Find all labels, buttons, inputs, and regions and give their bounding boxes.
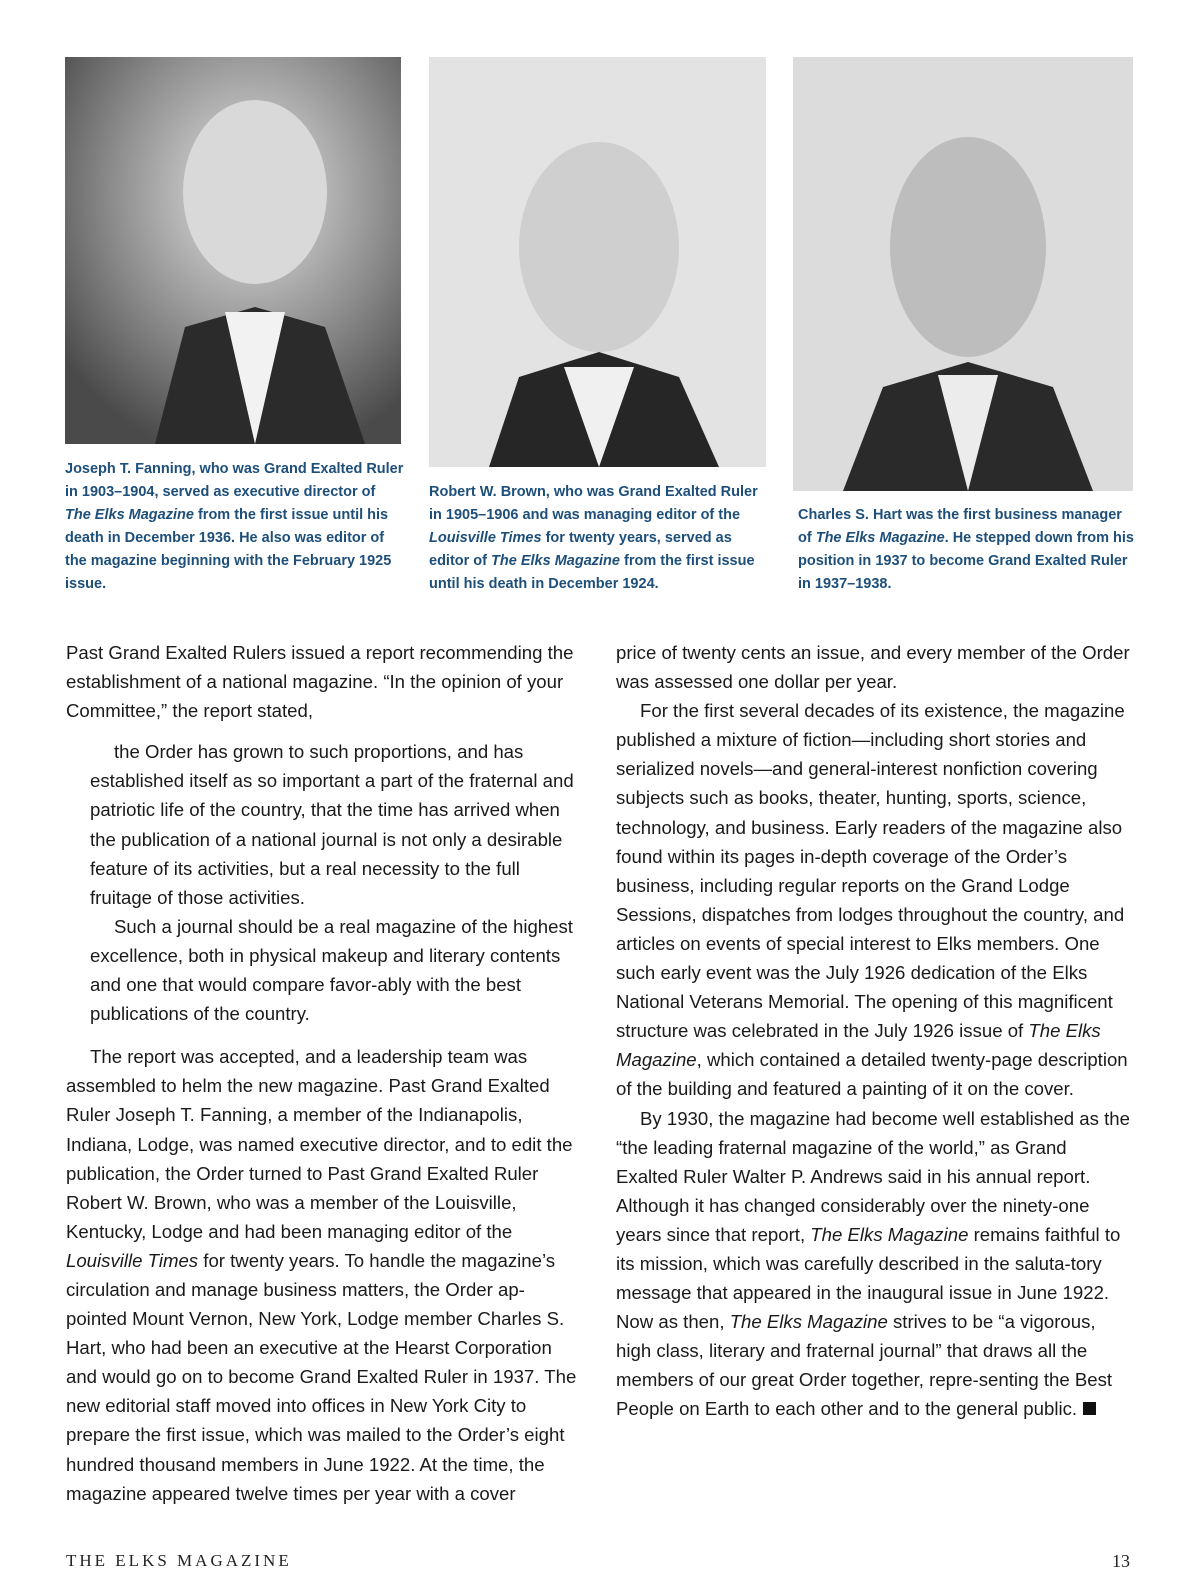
right-paragraph-3: By 1930, the magazine had become well established as the “the leading fraternal magazine of the world,” as Grand Exalted Ruler Walter P. Andrews said in his annual report. Although it has changed considerably over the ninety-one years since that report, The Elks Magazine remains faithful to its mission, which was carefully described in the saluta-tory message that appeared in the inaugural issue in June 1922. Now as then, The Elks Magazine strives to be “a vigorous, high class, literary and fraternal journal” that draws all the members of our great Order together, repre-senting the Best People on Earth to each other and to the general public.	[616, 1107, 1130, 1420]
end-of-article-mark	[1083, 1402, 1096, 1415]
caption-robert-brown: Robert W. Brown, who was Grand Exalted Ruler in 1905–1906 and was managing editor of the Louisville Times for twenty years, served as editor of The Elks Magazine from the first issue until his death in December 1924.	[429, 484, 758, 592]
body-paragraph: The report was accepted, and a leadership team was assembled to helm the new magazine. Past Grand Exalted Ruler Joseph T. Fanning, a member of the Indianapolis, Indiana, Lodge, was named executive director, and to edit the publication, the Order turned to Past Grand Exalted Ruler Robert W. Brown, who was a member of the Louisville, Kentucky, Lodge and had been managing editor of the Louisville Times for twenty years. To handle the magazine’s circulation and manage business matters, the Order ap-pointed Mount Vernon, New York, Lodge member Charles S. Hart, who had been an executive at the Hearst Corporation and would go on to become Grand Exalted Ruler in 1937. The new editorial staff moved into offices in New York City to prepare the first issue, which was mailed to the Order’s eight hundred thousand members in June 1922. At the time, the magazine appeared twelve times per year with a cover	[66, 1046, 577, 1504]
caption-charles-hart: Charles S. Hart was the first business manager of The Elks Magazine. He stepped down from his position in 1937 to become Grand Exalted Ruler in 1937–1938.	[798, 507, 1134, 592]
right-column	[616, 638, 1131, 1424]
left-column	[66, 638, 581, 1508]
caption-joseph-fanning: Joseph T. Fanning, who was Grand Exalted Ruler in 1903–1904, served as executive director of The Elks Magazine from the first issue until his death in December 1936. He also was editor of the magazine beginning with the February 1925 issue.	[65, 461, 404, 592]
right-paragraph-1: price of twenty cents an issue, and every member of the Order was assessed one dollar per year.	[616, 642, 1130, 693]
footer-magazine-name: THE ELKS MAGAZINE	[66, 1551, 292, 1570]
portrait-robert-brown	[429, 57, 766, 467]
portrait-charles-hart	[793, 57, 1133, 491]
intro-paragraph: Past Grand Exalted Rulers issued a report recommending the establishment of a national magazine. “In the opinion of your Committee,” the report stated,	[66, 642, 574, 722]
page-number: 13	[1112, 1551, 1130, 1571]
block-quote	[90, 737, 581, 1028]
quote-paragraph-2: Such a journal should be a real magazine of the highest excellence, both in physical makeup and literary contents and one that would compare favor-ably with the best publications of the country.	[90, 915, 573, 1025]
portrait-joseph-fanning	[65, 57, 401, 444]
right-paragraph-2: For the first several decades of its existence, the magazine published a mixture of fiction—including short stories and serialized novels—and general-interest nonfiction covering subjects such as books, theater, hunting, sports, science, technology, and business. Early readers of the magazine also found within its pages in-depth coverage of the Order’s business, including regular reports on the Grand Lodge Sessions, dispatches from lodges throughout the country, and articles on events of special interest to Elks members. One such early event was the July 1926 dedication of the Elks National Veterans Memorial. The opening of this magnificent structure was celebrated in the July 1926 issue of The Elks Magazine, which contained a detailed twenty-page description of the building and featured a painting of it on the cover.	[616, 700, 1128, 1100]
quote-paragraph-1: the Order has grown to such proportions, and has established itself as so important a part of the fraternal and patriotic life of the country, that the time has arrived when the publication of a national journal is not only a desirable feature of its activities, but a real necessity to the full fruitage of those activities.	[90, 741, 574, 908]
